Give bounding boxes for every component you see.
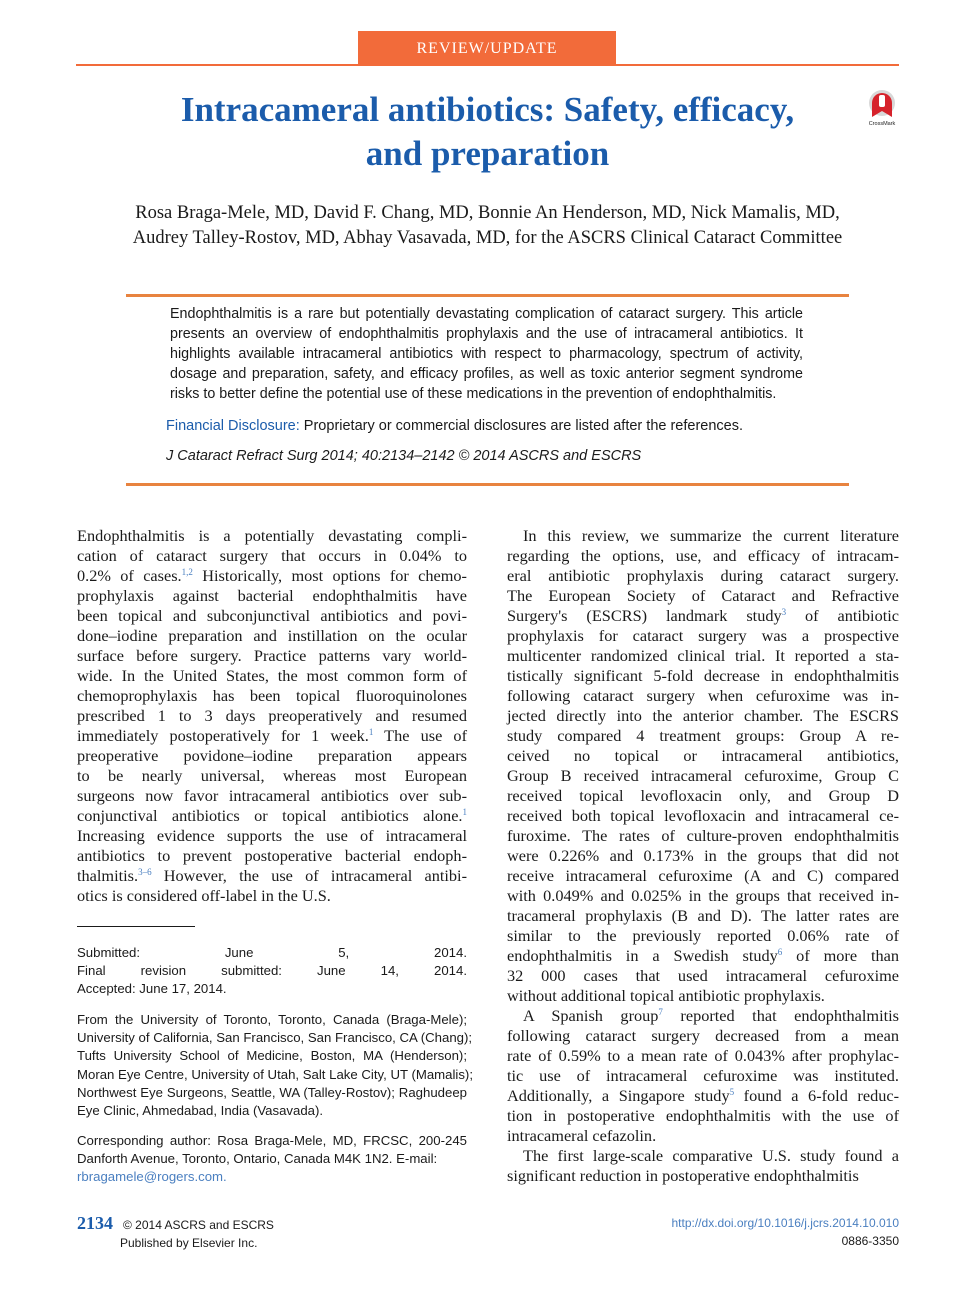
email-link[interactable]: rbragamele@rogers.com. bbox=[77, 1169, 227, 1185]
financial-disclosure bbox=[166, 416, 816, 436]
title-line-2: and preparation bbox=[365, 134, 610, 173]
left-column-line: Increasing evidence supports the use of intracameral bbox=[77, 826, 467, 845]
left-column-line: conjunctival antibiotics or topical antibiotics alone.$^1$ bbox=[77, 806, 467, 825]
left-column-line: surgeons now favor intracameral antibiotics over sub- bbox=[77, 786, 467, 805]
citation-ref[interactable]: 1,2 bbox=[181, 567, 193, 577]
authors-line-1: Rosa Braga-Mele, MD, David F. Chang, MD, Bonnie An Henderson, MD, Nick Mamalis, MD, bbox=[135, 203, 840, 223]
article-title bbox=[100, 88, 875, 176]
footer-left bbox=[77, 1214, 274, 1252]
right-column-line: The first large-scale comparative U.S. study found a bbox=[523, 1146, 899, 1165]
left-column-line: immediately postoperatively for 1 week.$^1$ The use of bbox=[77, 726, 467, 745]
right-column-line: ceived no topical or intracameral antibiotics, bbox=[507, 746, 899, 765]
affiliations-line: University of California, San Francisco, San Francisco, CA (Chang); bbox=[77, 1030, 473, 1046]
right-column-line: tion in postoperative endophthalmitis with the use of bbox=[507, 1106, 899, 1125]
doi-link[interactable]: http://dx.doi.org/10.1016/j.jcrs.2014.10.010 bbox=[671, 1216, 899, 1230]
citation-ref[interactable]: 1 bbox=[368, 727, 374, 737]
left-column-line: otics is considered off-label in the U.S. bbox=[77, 886, 331, 905]
right-column-line: The European Society of Cataract and Refractive bbox=[507, 586, 899, 605]
abstract-top-rule bbox=[126, 294, 849, 297]
footer-right bbox=[672, 1214, 900, 1250]
right-column-line: prophylaxis for cataract surgery was a prospective bbox=[507, 626, 899, 645]
right-column-line: Surgery's (ESCRS) landmark study$^3$ of antibiotic bbox=[507, 606, 899, 625]
abstract-bottom-rule bbox=[126, 483, 849, 486]
affiliations-line: Eye Clinic, Ahmedabad, India (Vasavada). bbox=[77, 1103, 324, 1119]
dates-line: Accepted: June 17, 2014. bbox=[77, 981, 227, 997]
copyright: © 2014 ASCRS and ESCRS bbox=[123, 1218, 274, 1232]
left-column-line: prescribed 1 to 3 days preoperatively and resumed bbox=[77, 706, 467, 725]
left-column-line: done–iodine preparation and instillation on the ocular bbox=[77, 626, 467, 645]
right-column-line: following cataract surgery decreased from a mean bbox=[507, 1026, 899, 1045]
left-column-line: wide. In the United States, the most common form of bbox=[77, 666, 467, 685]
left-column-line: surface before surgery. Practice patterns vary world- bbox=[77, 646, 467, 665]
left-column-line: been topical and subconjunctival antibiotics and povi- bbox=[77, 606, 467, 625]
corresponding-lines bbox=[77, 1132, 467, 1168]
right-column-line: following cataract surgery when cefuroxime was in- bbox=[507, 686, 899, 705]
right-column-line: tracameral prophylaxis (B and D). The latter rates are bbox=[507, 906, 899, 925]
right-column-line: without additional topical antibiotic prophylaxis. bbox=[507, 986, 825, 1005]
article-type-banner: REVIEW/UPDATE bbox=[358, 31, 616, 64]
right-column-line: Group B received intracameral cefuroxime, Group C bbox=[507, 766, 899, 785]
submission-dates bbox=[77, 944, 467, 999]
affiliations-line: From the University of Toronto, Toronto, Canada (Braga-Mele); bbox=[77, 1012, 467, 1027]
issn: 0886-3350 bbox=[841, 1234, 899, 1248]
author-affiliations bbox=[77, 1011, 473, 1120]
left-column-line: cation of cataract surgery that occurs in 0.04% to bbox=[77, 546, 467, 565]
dates-line: Final revision submitted: June 14, 2014. bbox=[77, 963, 467, 979]
corresponding-line: Corresponding author: Rosa Braga-Mele, MD, FRCSC, 200-245 bbox=[77, 1133, 467, 1148]
right-column-line: Additionally, a Singapore study$^5$ found a 6-fold reduc- bbox=[507, 1086, 899, 1105]
right-column-line: tic use of intracameral cefuroxime was instituted. bbox=[507, 1066, 899, 1085]
right-column-line: rate of 0.59% to a mean rate of 0.043% after prophylac- bbox=[507, 1046, 899, 1065]
affiliations-line: Northwest Eye Surgeons, Seattle, WA (Talley-Rostov); Raghudeep bbox=[77, 1084, 467, 1100]
left-column-line: chemoprophylaxis has been topical fluoroquinolones bbox=[77, 686, 467, 705]
author-list bbox=[60, 201, 915, 251]
right-column-line: A Spanish group$^7$ reported that endophthalmitis bbox=[523, 1006, 900, 1025]
corresponding-line: Danforth Avenue, Toronto, Ontario, Canada M4K 1N2. E-mail: bbox=[77, 1151, 438, 1167]
citation-ref[interactable]: 6 bbox=[777, 947, 783, 957]
citation-ref[interactable]: 1 bbox=[462, 807, 467, 817]
left-column-line: Endophthalmitis is a potentially devastating compli- bbox=[77, 526, 467, 545]
right-column-line: multicenter randomized clinical trial. It reported a sta- bbox=[507, 646, 899, 665]
crossmark-icon[interactable] bbox=[864, 88, 900, 128]
right-column-line: jected directly into the anterior chamber. The ESCRS bbox=[507, 706, 899, 725]
publisher: Published by Elsevier Inc. bbox=[120, 1236, 258, 1250]
footnote-rule bbox=[77, 926, 195, 927]
title-line-1: Intracameral antibiotics: Safety, efficacy, bbox=[180, 90, 795, 129]
right-column-line: received topical levofloxacin only, and Group D bbox=[507, 786, 899, 805]
left-column-line: preoperative povidone–iodine preparation appears bbox=[77, 746, 467, 765]
left-column-body bbox=[77, 526, 467, 906]
right-column-body bbox=[507, 526, 899, 1186]
left-column-line: prophylaxis against bacterial endophthalmitis have bbox=[77, 586, 467, 605]
abstract-text: Endophthalmitis is a rare but potentially devastating complication of cataract surgery. This article presents an overview of endophthalmitis prophylaxis and the use of intracameral antibiotics. It highlights available intracameral antibiotics with respect to pharmacology, spectrum of activity, dosage and preparation, safety, and efficacy profiles, as well as toxic anterior segment syndrome risks to better define the potential use of these medications in the prevention of endophthalmitis. bbox=[170, 306, 803, 402]
left-column-line: 0.2% of cases.$^{1,2}$ Historically, most options for chemo- bbox=[77, 566, 467, 585]
right-column-line: received both topical levofloxacin and intracameral ce- bbox=[507, 806, 899, 825]
right-column-line: endophthalmitis in a Swedish study$^6$ of more than bbox=[507, 946, 899, 965]
journal-citation: J Cataract Refract Surg 2014; 40:2134–2142 © 2014 ASCRS and ESCRS bbox=[166, 448, 642, 464]
page-number: 2134 bbox=[77, 1213, 113, 1233]
dates-line: Submitted: June 5, 2014. bbox=[77, 945, 467, 960]
right-column-line: receive intracameral cefuroxime (A and C) compared bbox=[507, 866, 899, 885]
citation-ref[interactable]: 7 bbox=[658, 1007, 663, 1017]
right-column-line: similar to the previously reported 0.06% rate of bbox=[507, 926, 899, 945]
right-column-line: In this review, we summarize the current literature bbox=[523, 526, 899, 545]
right-column-line: eral antibiotic prophylaxis during cataract surgery. bbox=[507, 566, 899, 585]
authors-line-2: Audrey Talley-Rostov, MD, Abhay Vasavada, MD, for the ASCRS Clinical Cataract Committee bbox=[132, 228, 843, 248]
right-column-line: intracameral cefazolin. bbox=[507, 1126, 657, 1145]
right-column-line: with 0.049% and 0.025% in the groups that received in- bbox=[507, 886, 899, 905]
citation-ref[interactable]: 3–6 bbox=[138, 867, 152, 877]
left-column-line: antibiotics to prevent postoperative bacterial endoph- bbox=[77, 846, 467, 865]
header-rule bbox=[76, 64, 899, 66]
right-column-line: regarding the options, use, and efficacy of intracam- bbox=[507, 546, 899, 565]
right-column-line: 32 000 cases that used intracameral cefuroxime bbox=[507, 966, 899, 985]
left-column-line: to be nearly universal, whereas most European bbox=[77, 766, 467, 785]
affiliations-line: Moran Eye Centre, University of Utah, Salt Lake City, UT (Mamalis); bbox=[77, 1066, 473, 1082]
affiliations-line: Tufts University School of Medicine, Boston, MA (Henderson); bbox=[77, 1048, 467, 1064]
right-column-line: furoxime. The rates of culture-proven endophthalmitis bbox=[507, 826, 899, 845]
disclosure-text: Proprietary or commercial disclosures are listed after the references. bbox=[299, 418, 744, 434]
crossmark-label: CrossMark bbox=[868, 121, 896, 127]
right-column-line: were 0.226% and 0.173% in the groups that did not bbox=[507, 846, 899, 865]
citation-ref[interactable]: 3 bbox=[781, 607, 787, 617]
corresponding-author bbox=[77, 1132, 467, 1187]
right-column-line: significant reduction in postoperative endophthalmitis bbox=[507, 1166, 859, 1185]
disclosure-label: Financial Disclosure: bbox=[166, 418, 300, 434]
left-column-line: thalmitis.$^{3-6}$ However, the use of intracameral antibi- bbox=[77, 866, 467, 885]
citation-ref[interactable]: 5 bbox=[729, 1087, 735, 1097]
right-column-line: study compared 4 treatment groups: Group A re- bbox=[507, 726, 899, 745]
right-column-line: tistically significant 5-fold decrease in endophthalmitis bbox=[507, 666, 899, 685]
